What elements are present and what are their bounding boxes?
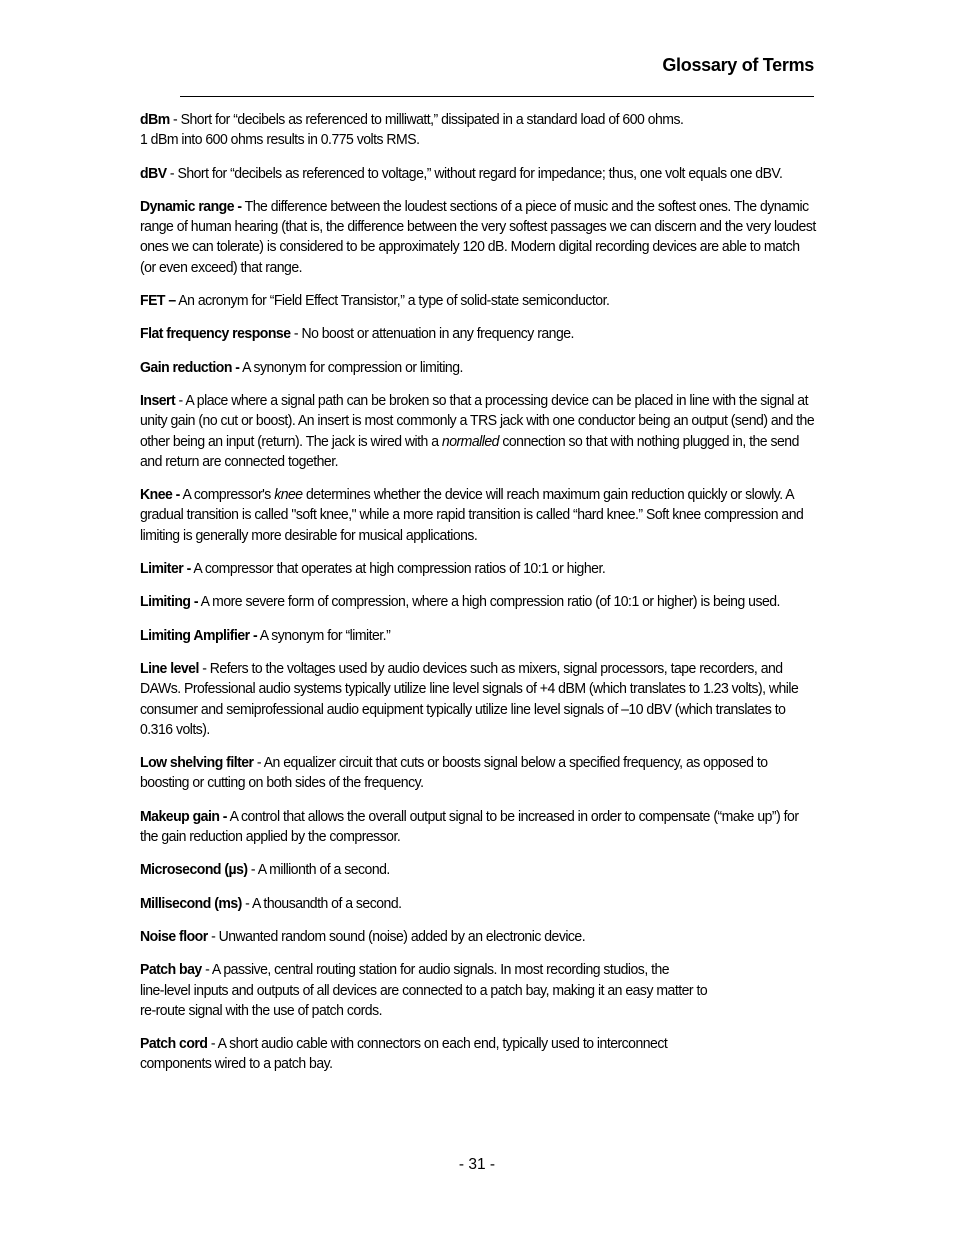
term-separator: - — [253, 754, 264, 772]
glossary-term: Microsecond (µs) — [140, 861, 248, 879]
term-separator: - — [198, 659, 210, 677]
term-separator: - — [290, 325, 302, 343]
definition-text: 1 dBm into 600 ohms results in 0.775 volts RMS. — [140, 131, 420, 149]
glossary-term: Insert — [140, 391, 176, 409]
definition-text: A control that allows the overall output signal to be increased in order to compensate (“make up”) for the gain reduction applied by the compressor. — [140, 807, 799, 846]
page-header-title: Glossary of Terms — [662, 55, 814, 75]
definition-text: components wired to a patch bay. — [140, 1055, 333, 1073]
glossary-entry — [140, 659, 816, 740]
term-separator: - — [207, 1035, 218, 1053]
emphasized-term: normalled — [441, 432, 499, 450]
term-separator: - — [241, 894, 252, 912]
glossary-term: Noise floor — [140, 927, 208, 945]
definition-text: A thousandth of a second. — [251, 894, 402, 912]
definition-text: connection so that with nothing plugged in, the send and return are connected together. — [140, 432, 799, 470]
glossary-entry — [140, 559, 816, 579]
definition-text: No boost or attenuation in any frequency range. — [301, 325, 574, 343]
term-separator: - — [247, 861, 258, 879]
glossary-term: Gain reduction - — [140, 358, 240, 376]
glossary-term: Flat frequency response — [140, 325, 291, 343]
definition-text: The difference between the loudest sections of a piece of music and the softest ones. The dynamic range of human hearing (that is, the difference between the very softest passages we can discern and the very loudest ones we can tolerate) is considered to be approximately 120 dB. Modern digital recording devices are able to match (or even exceed) that range. — [140, 197, 816, 276]
definition-text: A synonym for compression or limiting. — [242, 358, 463, 376]
glossary-entry — [140, 894, 816, 914]
glossary-term: Knee - — [140, 486, 180, 504]
definition-text: Unwanted random sound (noise) added by an electronic device. — [218, 927, 586, 945]
page-number: - 31 - — [458, 1156, 496, 1173]
glossary-entry — [140, 391, 816, 472]
definition-text: An acronym for “Field Effect Transistor,” a type of solid-state semiconductor. — [178, 292, 610, 310]
glossary-term: FET – — [140, 292, 176, 310]
glossary-entry — [140, 1034, 816, 1075]
glossary-entry — [140, 626, 816, 646]
definition-text: line-level inputs and outputs of all devices are connected to a patch bay, making it an easy matter to — [140, 981, 708, 999]
definition-text: A short audio cable with connectors on each end, typically used to interconnect — [217, 1035, 668, 1053]
term-separator: - — [201, 961, 212, 979]
glossary-entry — [140, 164, 816, 184]
emphasized-term: knee — [274, 486, 303, 504]
glossary-term: Patch bay — [140, 961, 202, 979]
glossary-term: Low shelving filter — [140, 754, 254, 772]
glossary-term: Makeup gain - — [140, 807, 227, 825]
term-separator: - — [175, 391, 186, 409]
glossary-term: Limiting Amplifier - — [140, 626, 258, 644]
definition-text: re-route signal with the use of patch cords. — [140, 1001, 383, 1019]
term-separator: - — [207, 927, 219, 945]
definition-text: Refers to the voltages used by audio devices such as mixers, signal processors, tape recorders, and DAWs. Professional audio systems typically utilize line level signals of +4 dBM (which translates to 1.23 volts), while consumer and semiprofessional audio equipment typically utilize line level signals of –10 dBV (which translates to 0.316 volts). — [140, 659, 799, 738]
definition-text: A more severe form of compression, where a high compression ratio (of 10:1 or higher) is being used. — [200, 593, 780, 611]
glossary-entry — [140, 291, 816, 311]
glossary-term: Dynamic range - — [140, 197, 242, 215]
definition-text: An equalizer circuit that cuts or boosts signal below a specified frequency, as opposed to boosting or cutting on both sides of the frequency. — [140, 754, 768, 792]
glossary-term: Patch cord — [140, 1035, 208, 1053]
glossary-entry — [140, 860, 816, 880]
definition-text: Short for “decibels as referenced to milliwatt,” dissipated in a standard load of 600 ohms. — [180, 111, 684, 128]
term-separator: - — [166, 164, 178, 182]
definition-text: A compressor's — [182, 486, 275, 504]
glossary-entry — [140, 807, 816, 848]
term-separator: - — [169, 111, 181, 128]
glossary-entry — [140, 358, 816, 378]
glossary-entry — [140, 592, 816, 612]
definition-text: A compressor that operates at high compression ratios of 10:1 or higher. — [193, 560, 606, 578]
definition-text: A synonym for “limiter.” — [259, 626, 391, 644]
definition-text: A place where a signal path can be broken so that a processing device can be placed in line with the signal at unity gain (no cut or boost). An insert is most commonly a TRS jack with one conductor being an output (send) and the other being an input (return). The jack is wired with a — [140, 391, 815, 450]
glossary-list — [140, 110, 816, 1088]
glossary-entry — [140, 485, 816, 546]
glossary-entry — [140, 960, 816, 1021]
glossary-term: Line level — [140, 659, 199, 677]
glossary-term: dBm — [140, 111, 170, 128]
header-rule — [180, 96, 814, 97]
definition-text: Short for “decibels as referenced to voltage,” without regard for impedance; thus, one volt equals one dBV. — [177, 164, 783, 182]
glossary-entry — [140, 110, 816, 151]
glossary-entry — [140, 927, 816, 947]
glossary-term: dBV — [140, 164, 167, 182]
glossary-term: Limiting - — [140, 593, 199, 611]
definition-text: determines whether the device will reach maximum gain reduction quickly or slowly. A gradual transition is called "soft knee," while a more rapid transition is called “hard knee.” Soft knee compression and limiting is generally more desirable for musical applications. — [140, 486, 804, 544]
glossary-entry — [140, 197, 816, 278]
definition-text: A millionth of a second. — [257, 861, 390, 879]
glossary-entry — [140, 753, 816, 794]
glossary-term: Millisecond (ms) — [140, 894, 242, 912]
glossary-term: Limiter - — [140, 560, 191, 578]
glossary-entry — [140, 324, 816, 344]
definition-text: A passive, central routing station for audio signals. In most recording studios, the — [211, 961, 670, 979]
